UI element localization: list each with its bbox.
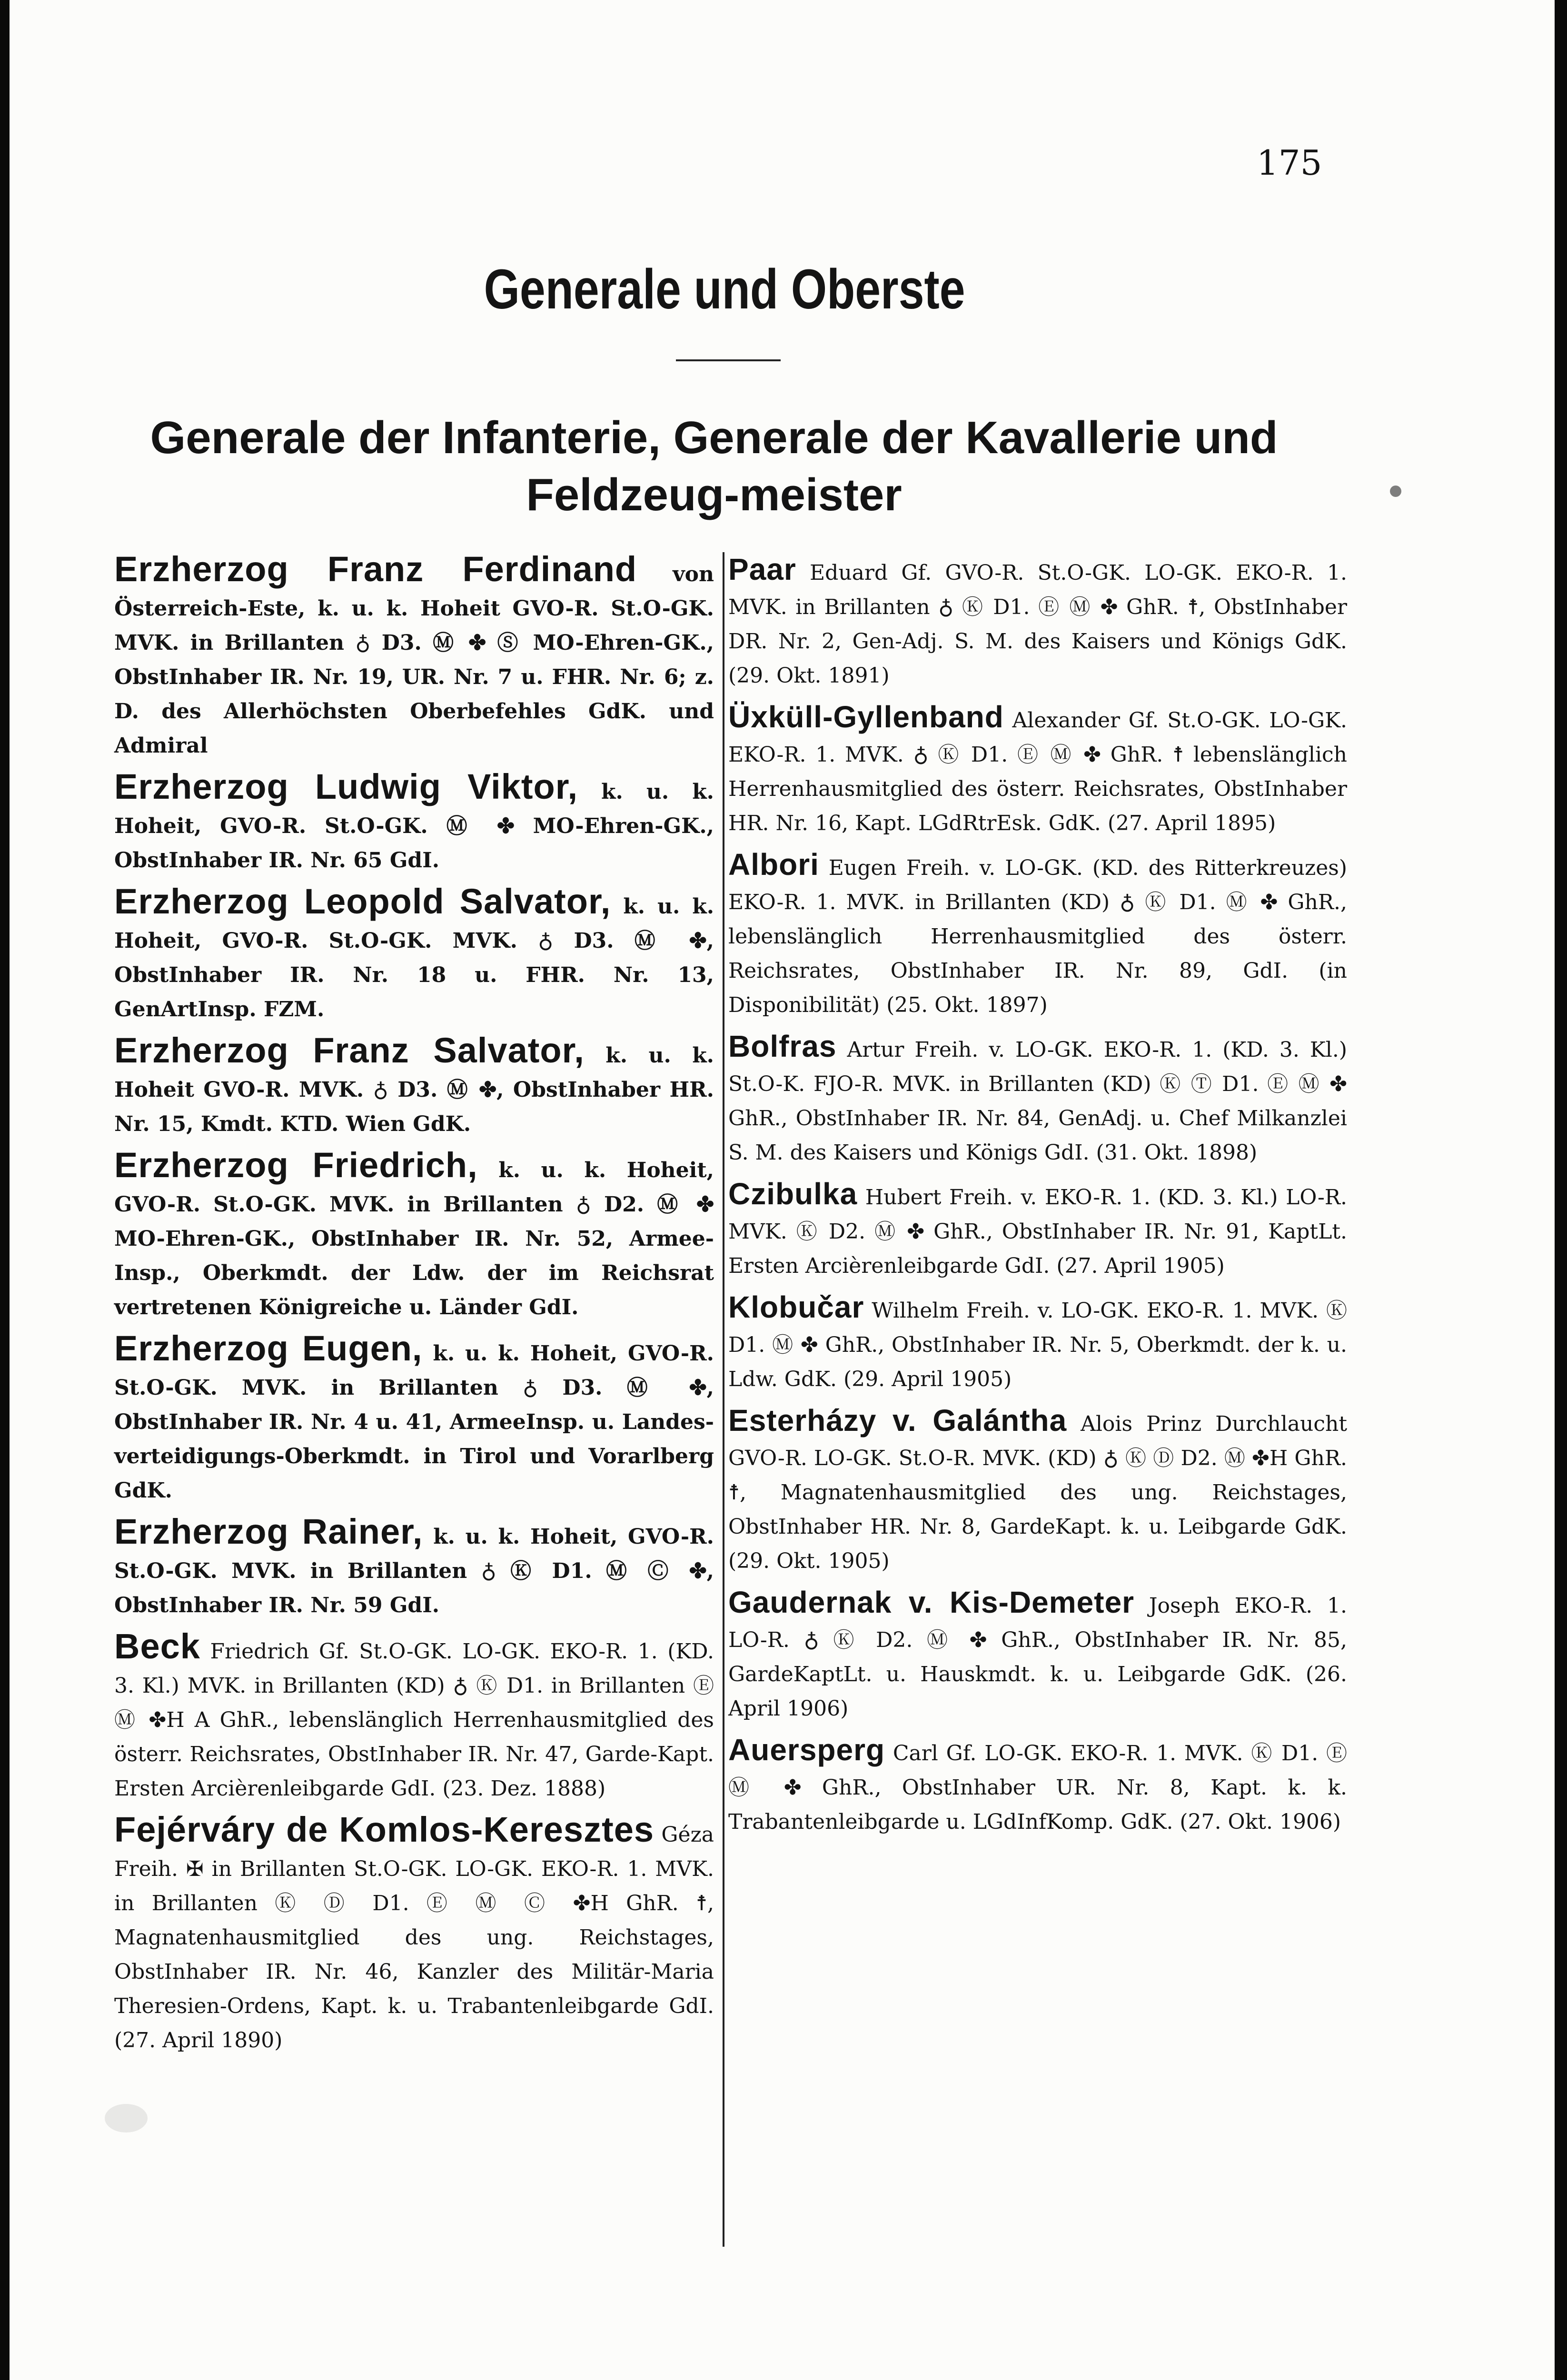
entry-text: Alois Prinz Durchlaucht GVO-R. LO-GK. St.O-R. MVK. (KD) ♁ Ⓚ Ⓓ D2. Ⓜ ✤H GhR. ☨, Magnatenhausmitglied des ung. Reichstages, ObstInhaber HR. Nr. 8, GardeKapt. k. u. Leibgarde GdK. (29. Okt. 1905): [728, 1412, 1347, 1573]
biography-entry: [728, 847, 1347, 1022]
biography-entry: [114, 1145, 714, 1325]
person-name: Bolfras: [728, 1029, 837, 1063]
entry-text: k. u. k. Hoheit GVO-R. MVK. ♁ D3. Ⓜ ✤, ObstInhaber HR. Nr. 15, Kmdt. KTD. Wien GdK.: [114, 1043, 714, 1136]
biography-entry: [728, 1733, 1347, 1839]
person-name: Erzherzog Eugen,: [114, 1329, 423, 1368]
person-name: Erzherzog Leopold Salvator,: [114, 882, 611, 921]
entry-text: Joseph EKO-R. 1. LO-R. ♁ Ⓚ D2. Ⓜ ✤ GhR., ObstInhaber IR. Nr. 85, GardeKaptLt. u. Hauskmdt. k. u. Leibgarde GdK. (26. April 1906): [728, 1594, 1348, 1721]
section-subtitle: Generale der Infanterie, Generale der Kavallerie und Feldzeug-meister: [150, 412, 1278, 520]
person-name: Erzherzog Franz Salvator,: [114, 1031, 585, 1070]
entry-text: Eugen Freih. v. LO-GK. (KD. des Ritterkreuzes) EKO-R. 1. MVK. in Brillanten (KD) ♁ Ⓚ D1. Ⓜ ✤ GhR., lebenslänglich Herrenhausmitglied des österr. Reichsrates, ObstInhaber IR. Nr. 89, GdI. (in Disponibilität) (25. Okt. 1897): [728, 856, 1347, 1017]
scan-stain: [1390, 486, 1401, 497]
left-column: [114, 549, 714, 2064]
person-name: Esterházy v. Galántha: [728, 1403, 1067, 1438]
biography-entry: [114, 1331, 714, 1508]
biography-entry: [728, 1029, 1347, 1170]
entry-text: Artur Freih. v. LO-GK. EKO-R. 1. (KD. 3. Kl.) St.O-K. FJO-R. MVK. in Brillanten (KD) Ⓚ Ⓣ D1. Ⓔ Ⓜ ✤ GhR., ObstInhaber IR. Nr. 84, GenAdj. u. Chef Milkanzlei S. M. des Kaisers und Königs GdI. (31. Okt. 1898): [728, 1038, 1347, 1165]
biography-entry: [114, 549, 714, 763]
biography-entry: [728, 1585, 1347, 1726]
entry-text: Hubert Freih. v. EKO-R. 1. (KD. 3. Kl.) LO-R. MVK. Ⓚ D2. Ⓜ ✤ GhR., ObstInhaber IR. Nr. 91, KaptLt. Ersten Arcièrenleibgarde GdI. (27. April 1905): [728, 1185, 1347, 1278]
biography-entry: [114, 1033, 714, 1141]
person-name: Czibulka: [728, 1177, 858, 1211]
entry-text: k. u. k. Hoheit, GVO-R. St.O-GK. MVK. in Brillanten ♁ D3. Ⓜ ✤, ObstInhaber IR. Nr. 4 u. 41, ArmeeInsp. u. Landes-verteidigungs-Oberkmdt. in Tirol und Vorarlberg GdK.: [114, 1341, 714, 1503]
biography-entry: [728, 1177, 1347, 1283]
scan-border-left: [0, 0, 10, 2380]
biography-entry: [728, 700, 1347, 841]
biography-entry: [114, 1512, 714, 1623]
title-divider: [676, 359, 781, 361]
entry-text: Alexander Gf. St.O-GK. LO-GK. EKO-R. 1. MVK. ♁ Ⓚ D1. Ⓔ Ⓜ ✤ GhR. ☨ lebenslänglich Herrenhausmitglied des österr. Reichsrates, ObstInhaber HR. Nr. 16, Kapt. LGdRtrEsk. GdK. (27. April 1895): [728, 708, 1347, 835]
right-column: [728, 552, 1347, 1846]
entry-text: Géza Freih. ✠ in Brillanten St.O-GK. LO-GK. EKO-R. 1. MVK. in Brillanten Ⓚ Ⓓ D1. Ⓔ Ⓜ Ⓒ ✤H GhR. ☨, Magnatenhausmitglied des ung. Reichstages, ObstInhaber IR. Nr. 46, Kanzler des Militär-Maria Theresien-Ordens, Kapt. k. u. Trabantenleibgarde GdI. (27. April 1890): [114, 1823, 714, 2053]
entry-text: k. u. k. Hoheit, GVO-R. St.O-GK. MVK. in Brillanten ♁ D2. Ⓜ ✤ MO-Ehren-GK., ObstInhaber IR. Nr. 52, Armee-Insp., Oberkmdt. der Ldw. der im Reichsrat vertretenen Königreiche u. Länder GdI.: [114, 1158, 714, 1319]
person-name: Erzherzog Franz Ferdinand: [114, 549, 637, 589]
biography-entry: [114, 1626, 714, 1806]
scan-border-right: [1555, 0, 1567, 2380]
person-name: Beck: [114, 1626, 200, 1666]
person-name: Paar: [728, 552, 796, 586]
column-divider: [723, 552, 724, 2247]
entry-text: Wilhelm Freih. v. LO-GK. EKO-R. 1. MVK. Ⓚ D1. Ⓜ ✤ GhR., ObstInhaber IR. Nr. 5, Oberkmdt. der k. u. Ldw. GdK. (29. April 1905): [728, 1299, 1347, 1391]
biography-entry: [728, 552, 1347, 693]
biography-entry: [114, 884, 714, 1027]
person-name: Fejérváry de Komlos-Keresztes: [114, 1810, 655, 1849]
entry-text: k. u. k. Hoheit, GVO-R. St.O-GK. MVK. ♁ D3. Ⓜ ✤, ObstInhaber IR. Nr. 18 u. FHR. Nr. 13, GenArtInsp. FZM.: [114, 894, 714, 1021]
biography-entry: [114, 767, 714, 878]
entry-text: k. u. k. Hoheit, GVO-R. St.O-GK. Ⓜ ✤ MO-Ehren-GK., ObstInhaber IR. Nr. 65 GdI.: [114, 780, 714, 873]
person-name: Gaudernak v. Kis-Demeter: [728, 1585, 1135, 1619]
biography-entry: [728, 1403, 1347, 1578]
entry-text: von Österreich-Este, k. u. k. Hoheit GVO-R. St.O-GK. MVK. in Brillanten ♁ D3. Ⓜ ✤ Ⓢ MO-Ehren-GK., ObstInhaber IR. Nr. 19, UR. Nr. 7 u. FHR. Nr. 6; z. D. des Allerhöchsten Oberbefehles GdK. und Admiral: [114, 562, 714, 758]
entry-text: Friedrich Gf. St.O-GK. LO-GK. EKO-R. 1. (KD. 3. Kl.) MVK. in Brillanten (KD) ♁ Ⓚ D1. in Brillanten Ⓔ Ⓜ ✤H A GhR., lebenslänglich Herrenhausmitglied des österr. Reichsrates, ObstInhaber IR. Nr. 47, Garde-Kapt. Ersten Arcièrenleibgarde GdI. (23. Dez. 1888): [114, 1639, 714, 1801]
entry-text: k. u. k. Hoheit, GVO-R. St.O-GK. MVK. in Brillanten ♁ Ⓚ D1. Ⓜ Ⓒ ✤, ObstInhaber IR. Nr. 59 GdI.: [114, 1525, 714, 1617]
person-name: Erzherzog Rainer,: [114, 1512, 423, 1551]
page-title: Generale und Oberste: [484, 258, 965, 321]
entry-text: Carl Gf. LO-GK. EKO-R. 1. MVK. Ⓚ D1. Ⓔ Ⓜ ✤ GhR., ObstInhaber UR. Nr. 8, Kapt. k. k. Trabantenleibgarde u. LGdInfKomp. GdK. (27. Okt. 1906): [728, 1741, 1347, 1834]
person-name: Erzherzog Friedrich,: [114, 1145, 478, 1185]
person-name: Klobučar: [728, 1290, 864, 1324]
entry-text: Eduard Gf. GVO-R. St.O-GK. LO-GK. EKO-R. 1. MVK. in Brillanten ♁ Ⓚ D1. Ⓔ Ⓜ ✤ GhR. ☨, ObstInhaber DR. Nr. 2, Gen-Adj. S. M. des Kaisers und Königs GdK. (29. Okt. 1891): [728, 561, 1347, 688]
biography-entry: [114, 1810, 714, 2058]
person-name: Albori: [728, 847, 819, 882]
person-name: Üxküll-Gyllenband: [728, 700, 1004, 734]
page-number: 175: [1257, 143, 1322, 183]
scan-stain: [105, 2104, 148, 2132]
biography-entry: [728, 1290, 1347, 1397]
person-name: Auersperg: [728, 1733, 885, 1767]
person-name: Erzherzog Ludwig Viktor,: [114, 767, 578, 806]
